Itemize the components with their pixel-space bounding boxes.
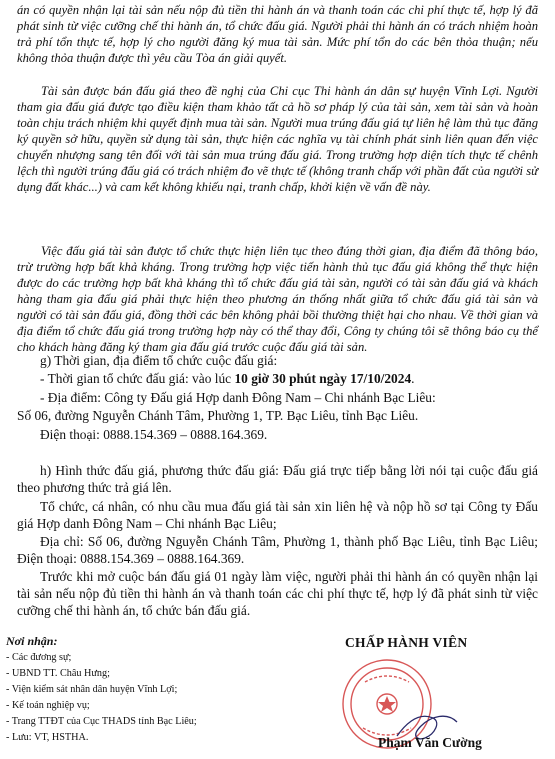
section-g-heading: g) Thời gian, địa điểm tổ chức cuộc đấu giá: — [40, 353, 278, 368]
recipient-item: - Các đương sự; — [6, 652, 72, 663]
auction-place-line2: Số 06, đường Nguyễn Chánh Tâm, Phường 1, TP. Bạc Liêu, tỉnh Bạc Liêu. — [17, 408, 419, 423]
recipients-title: Nơi nhận: — [6, 634, 58, 648]
recipients-list — [6, 650, 326, 746]
auction-time-label: - Thời gian tổ chức đấu giá: vào lúc — [40, 371, 235, 386]
signature-name: Phạm Văn Cường — [378, 735, 482, 750]
auction-time-value: 10 giờ 30 phút ngày 17/10/2024 — [234, 371, 412, 386]
section-h-contact: Tổ chức, cá nhân, có nhu cầu mua đấu giá tài sản xin liên hệ và nộp hồ sơ tại Công ty Đấu giá Hợp danh Đông Nam – Chi nhánh Bạc Liêu; — [17, 499, 538, 531]
paragraph-rights-of-judgment-debtor: án có quyền nhận lại tài sản nếu nộp đủ tiền thi hành án và thanh toán các chi phí thực tế, hợp lý đã phát sinh từ việc cưỡng chế thi hành án, tổ chức đấu giá. Người phải thi hành án có trách nhiệm hoàn trả phí tổn thực tế, hợp lý cho người đăng ký mua tài sản. Mức phí tổn do các bên thỏa thuận; nếu không thỏa thuận được thì yêu cầu Tòa án giải quyết. — [17, 3, 538, 65]
signature-title: CHẤP HÀNH VIÊN — [345, 635, 468, 650]
auction-time-suffix: . — [411, 371, 415, 386]
recipient-item: - Kế toán nghiệp vụ; — [6, 700, 90, 711]
recipient-item: - Lưu: VT, HSTHA. — [6, 732, 89, 743]
paragraph-asset-sale-terms: Tài sản được bán đấu giá theo đề nghị của Chi cục Thi hành án dân sự huyện Vĩnh Lợi. Người tham gia đấu giá được tạo điều kiện tham khảo tất cả hồ sơ pháp lý của tài sản, xem tài sản và hoàn toàn chịu trách nhiệm khi quyết định mua tài sản. Người mua trúng đấu giá tự liên hệ làm thủ tục đăng ký quyền sở hữu, quyền sử dụng tài sản, thực hiện các nghĩa vụ tài chính phát sinh liên quan đến việc chuyển nhượng sang tên đối với tài sản mua trúng đấu giá. Trong trường hợp diện tích thực tế chênh lệch thì người trúng đấu giá có trách nhiệm đo vẽ thực tế (không tranh chấp với phần đất của người sử dụng đất khác...) và cam kết không khiếu nại, tranh chấp, khởi kiện về vấn đề này. — [17, 84, 538, 194]
auction-time-line — [40, 370, 545, 387]
section-h-address: Địa chỉ: Số 06, đường Nguyễn Chánh Tâm, Phường 1, thành phố Bạc Liêu, tỉnh Bạc Liêu; Điện thoại: 0888.154.369 – 0888.164.369. — [17, 534, 538, 566]
paragraph-force-majeure: Việc đấu giá tài sản được tổ chức thực hiện liên tục theo đúng thời gian, địa điểm đã thông báo, trừ trường hợp bất khả kháng. Trong trường hợp việc tiến hành thủ tục đấu giá không thể thực hiện được do các trường hợp bất khả kháng thì tổ chức đấu giá tài sản, người có tài sản đấu giá và khách hàng tham gia đấu giá phải thực hiện theo phương án thống nhất giữa tổ chức đấu giá tài sản và người có tài sản đấu giá, đồng thời các bên không phải bồi thường thiệt hại cho nhau. Về thời gian và địa điểm tổ chức đấu giá trong trường hợp này có thể thay đổi, Công ty chúng tôi sẽ thông báo cụ thể cho khách hàng đăng ký tham gia đấu giá trước cuộc đấu giá tài sản. — [17, 244, 538, 354]
section-h-method: h) Hình thức đấu giá, phương thức đấu giá: Đấu giá trực tiếp bằng lời nói tại cuộc đấu giá theo phương thức trả giá lên. — [17, 463, 538, 495]
auction-place-line1: - Địa điểm: Công ty Đấu giá Hợp danh Đông Nam – Chi nhánh Bạc Liêu: — [40, 390, 436, 405]
recipient-item: - Trang TTĐT của Cục THADS tỉnh Bạc Liêu; — [6, 716, 197, 727]
section-h-closing: Trước khi mở cuộc bán đấu giá 01 ngày làm việc, người phải thi hành án có quyền nhận lại tài sản nếu nộp đủ tiền thi hành án và thanh toán các chi phí thực tế, hợp lý đã phát sinh từ việc cưỡng chế thi hành án, tổ chức bán đấu giá. — [17, 569, 538, 618]
auction-phone: Điện thoại: 0888.154.369 – 0888.164.369. — [40, 427, 268, 442]
recipient-item: - Viện kiểm sát nhân dân huyện Vĩnh Lợi; — [6, 684, 178, 695]
recipient-item: - UBND TT. Châu Hưng; — [6, 668, 110, 679]
